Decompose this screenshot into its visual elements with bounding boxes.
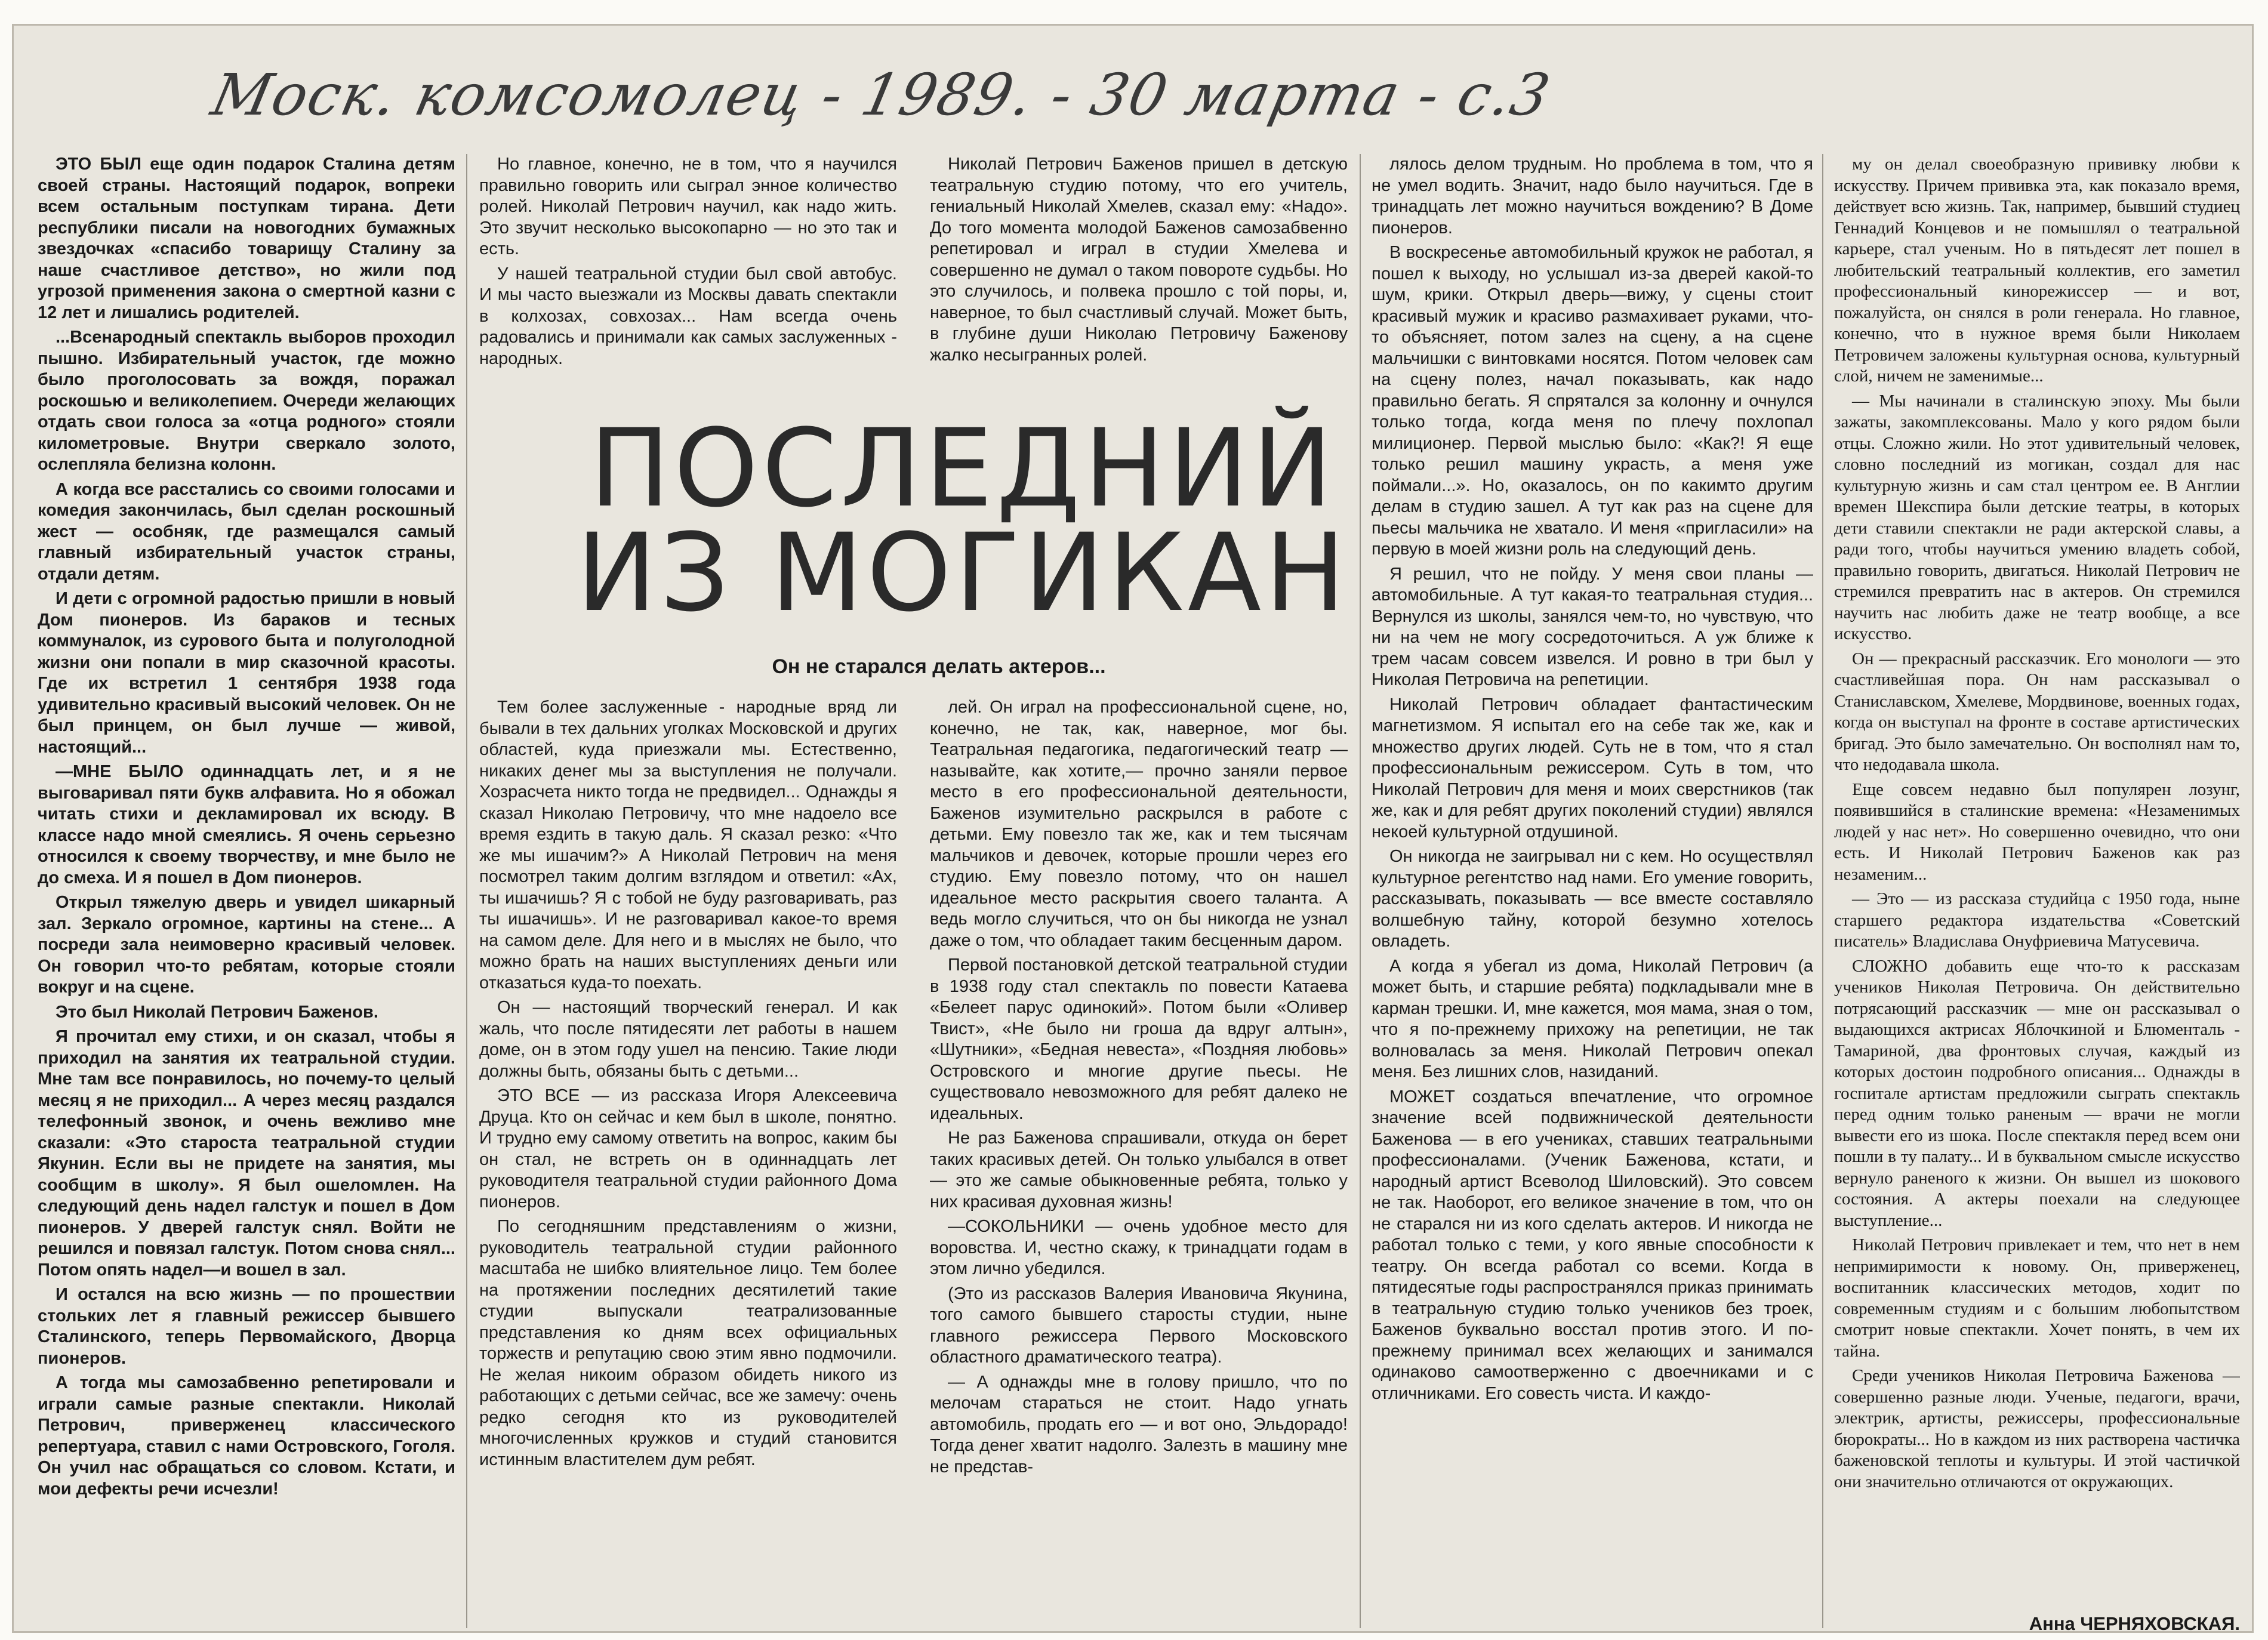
article-paragraph: А когда все расстались со своими голосами и комедия закончилась, был сделан роскошный жест — особняк, где размещался самый главный избирательный участок страны, отдали детям. <box>38 479 455 584</box>
article-paragraph: А тогда мы самозабвенно репетировали и играли самые разные спектакли. Николай Петрович, приверженец классического репертуара, ставил с нами Островского, Гоголя. Он учил нас обращаться со словом. Кстати, и мои дефекты речи исчезли! <box>38 1373 455 1499</box>
article-column-2-top <box>479 154 897 405</box>
newspaper-clipping <box>12 24 2254 1633</box>
article-column-4 <box>1372 154 1813 1628</box>
article-column-2-bottom <box>479 697 897 1628</box>
article-paragraph: И дети с огромной радостью пришли в новый Дом пионеров. Из бараков и тесных коммуналок, из сурового быта и полуголодной жизни они попали в мир сказочной красоты. Где их встретил 1 сентября 1938 года удивительно красивый высокий человек. Он не был принцем, он был лучше — живой, настоящий... <box>38 589 455 757</box>
column-divider <box>1822 154 1823 1628</box>
handwritten-source-note: Моск. комсомолец - 1989. - 30 марта - с.3 <box>206 61 1557 128</box>
article-paragraph: — А однажды мне в голову пришло, что по мелочам стараться не стоит. Надо угнать автомобиль, продать его — и вот оно, Эльдорадо! Тогда денег хватит надолго. Залезть в машину мне не представ- <box>930 1372 1348 1476</box>
subheadline: Он не старался делать актеров... <box>772 655 1106 678</box>
article-paragraph: Он — прекрасный рассказчик. Его монологи — это счастливейшая пора. Он нам рассказывал о Станиславском, Хмелеве, Мордвинове, военных годах, когда он выступал на фронте в составе артистических бригад. Это было замечательно. Он восполнял нам то, что недодавала школа. <box>1834 649 2240 774</box>
article-paragraph: Но главное, конечно, не в том, что я научился правильно говорить или сыграл энное количество ролей. Николай Петрович научил, как надо жить. Это звучит несколько высокопарно — но это так и есть. <box>479 155 897 258</box>
article-paragraph: Среди учеников Николая Петровича Баженова — совершенно разные люди. Ученые, педагоги, врачи, электрик, артисты, режиссеры, профессиональные бюрократы... Но в каждом из них растворена частичка баженовской теплоты и культуры. И этой частичкой они значительно отличаются от окружающих. <box>1834 1366 2240 1491</box>
article-paragraph: У нашей театральной студии был свой автобус. И мы часто выезжали из Москвы давать спектакли в колхозах, совхозах... Нам всегда очень радовались и принимали как самых заслуженных - народных. <box>479 264 897 368</box>
article-paragraph: Первой постановкой детской театральной студии в 1938 году стал спектакль по повести Катаева «Белеет парус одинокий». Потом были «Оливер Твист», «Не было ни гроша да вдруг алтын», «Шутники», «Бедная невеста», «Поздняя любовь» Островского и многие другие пьесы. Не существовало невозможного для ребят далеко не идеальных. <box>930 955 1348 1123</box>
article-paragraph: —СОКОЛЬНИКИ — очень удобное место для воровства. И, честно скажу, к тринадцати годам в этом лично убедился. <box>930 1217 1348 1278</box>
article-paragraph: (Это из рассказов Валерия Ивановича Якунина, того самого бывшего старосты студии, ныне главного режиссера Первого Московского областного драматического театра). <box>930 1284 1348 1367</box>
headline-line-2: ИЗ МОГИКАН <box>576 511 1349 636</box>
article-paragraph: Николай Петрович Баженов пришел в детскую театральную студию потому, что его учитель, гениальный Николай Хмелев, сказал ему: «Надо». До того момента молодой Баженов самозабвенно репетировал и играл в студии Хмелева и совершенно не думал о таком повороте судьбы. Но это случилось, и полвека прошло с той поры, и, наверное, то был счастливый случай. Может быть, в глубине души Николаю Петровичу Баженову жалко несыгранных ролей. <box>930 155 1348 365</box>
article-paragraph: Он никогда не заигрывал ни с кем. Но осуществлял культурное регентство над нами. Его умение говорить, рассказывать, показывать — все вместе составляло волшебную тайну, которой безумно хотелось овладеть. <box>1372 847 1813 951</box>
article-paragraph: Открыл тяжелую дверь и увидел шикарный зал. Зеркало огромное, картины на стене... А посреди зала неимоверно красивый человек. Он говорил что-то ребятам, которые стояли вокруг и на сцене. <box>38 893 455 997</box>
article-column-1 <box>38 154 455 1628</box>
article-paragraph: Тем более заслуженные - народные вряд ли бывали в тех дальних уголках Московской и других областей, куда приезжали мы. Естественно, никаких денег мы за выступления не получали. Хозрасчета никто тогда не предвидел... Однажды я сказал Николаю Петровичу, что мне надоело все время ездить в такую даль. Я сказал резко: «Что же мы ишачим?» А Николай Петрович на меня посмотрел таким долгим взглядом и ответил: «Ах, ты ишачишь? Я с тобой не буду разговаривать, раз ты ишачишь». И не разговаривал какое-то время на самом деле. Для него и в мыслях не было, что можно брать на наших выступлениях деньги или отказаться куда-то поехать. <box>479 698 897 992</box>
column-divider <box>1360 154 1361 1628</box>
article-column-3-top <box>930 154 1348 405</box>
article-paragraph: А когда я убегал из дома, Николай Петрович (а может быть, и старшие ребята) подкладывали мне в карман трешки. И, мне кажется, моя мама, зная о том, что я по-прежнему прихожу на репетиции, не так волновалась за меня. Николай Петрович опекал меня. Без лишних слов, назиданий. <box>1372 956 1813 1081</box>
article-paragraph: Николай Петрович обладает фантастическим магнетизмом. Я испытал его на себе так же, как и множество других людей. Суть не в том, что я стал профессиональным режиссером. Суть в том, что Николай Петрович для меня и моих сверстников (так же, как и для ребят других поколений студии) являлся некоей культурной отдушиной. <box>1372 695 1813 841</box>
article-paragraph: —МНЕ БЫЛО одиннадцать лет, и я не выговаривал пяти букв алфавита. Но я обожал читать стихи и декламировал их всюду. В классе надо мной смеялись. Я очень серьезно относился к своему творчеству, и мне было не до смеха. И я пошел в Дом пионеров. <box>38 762 455 887</box>
article-paragraph: По сегодняшним представлениям о жизни, руководитель театральной студии районного масштаба не шибко влиятельное лицо. Тем более на протяжении последних десятилетий такие студии выпускали театрализованные представления ко дням всех официальных торжеств и репутацию свою этим явно подмочили. Не желая никоим образом обидеть никого из работающих с детьми сейчас, все же замечу: очень редко сегодня кто из руководителей многочисленных кружков и студий становится истинным властителем дум ребят. <box>479 1217 897 1469</box>
article-paragraph: Это был Николай Петрович Баженов. <box>56 1002 378 1022</box>
headline-line-1: ПОСЛЕДНИЙ <box>589 406 1336 531</box>
article-paragraph: — Это — из рассказа студийца с 1950 года, ныне старшего редактора издательства «Советский писатель» Владислава Онуфриевича Матусевича. <box>1834 889 2240 951</box>
column-divider <box>466 154 467 1628</box>
article-paragraph: Еще совсем недавно был популярен лозунг, появившийся в сталинские времена: «Незаменимых людей у нас нет». Но совершенно очевидно, что они есть. И Николай Петрович Баженов как раз незаменим... <box>1834 779 2240 884</box>
article-paragraph: му он делал своеобразную прививку любви к искусству. Причем прививка эта, как показало время, действует всю жизнь. Так, например, бывший студиец Геннадий Концевов и не помышлял о театральной карьере, стал ученым. Но в пятьдесят лет пошел в любительский театральный коллектив, его заметил профессиональный кинорежиссер — и вот, пожалуйста, он снялся в роли генерала. Но главное, конечно, что в нужное время были Николаем Петровичем заложены культурная основа, культурный слой, ничем не заменимые... <box>1834 155 2240 386</box>
article-paragraph: И остался на всю жизнь — по прошествии стольких лет я главный режиссер бывшего Сталинского, теперь Первомайского, Дворца пионеров. <box>38 1285 455 1368</box>
author-signature: Анна ЧЕРНЯХОВСКАЯ. <box>2029 1613 2240 1634</box>
headline <box>551 406 1375 637</box>
article-paragraph: лялось делом трудным. Но проблема в том, что я не умел водить. Значит, надо было научиться. Где в тринадцать лет можно научиться вождению? В Доме пионеров. <box>1372 155 1813 238</box>
article-paragraph: ЭТО ВСЕ — из рассказа Игоря Алексеевича Друца. Кто он сейчас и кем был в школе, понятно. И трудно ему самому ответить на вопрос, каким бы он стал, не встреть он в одиннадцать лет руководителя театральной студии районного Дома пионеров. <box>479 1086 897 1211</box>
article-paragraph: В воскресенье автомобильный кружок не работал, я пошел к выходу, но услышал из-за дверей какой-то шум, крики. Открыл дверь—вижу, у сцены стоит красивый мужик и красиво размахивает руками, что-то объясняет, потом залез на сцену, а на сцене мальчишки с винтовками носятся. Потом человек сам на сцену полез, начал показывать, как надо правильно бегать. Я спрятался за колонну и очнулся только тогда, когда меня по плечу похлопал милиционер. Первой мыслью было: «Как?! Я еще только решил машину украсть, а меня уже поймали...». Но, оказалось, он по какимто другим делам в студию зашел. А тут как раз на сцене для пьесы мальчика не хватало. И меня «пригласили» на первую в моей жизни роль на следующий день. <box>1372 243 1813 559</box>
article-paragraph: Я прочитал ему стихи, и он сказал, чтобы я приходил на занятия их театральной студии. Мне там все понравилось, но почему-то целый месяц я не приходил... А через месяц раздался телефонный звонок, и очень вежливо мне сказали: «Это староста театральной студии Якунин. Если вы не придете на занятия, мы сообщим в школу». Я был ошеломлен. На следующий день надел галстук и пошел в Дом пионеров. У дверей галстук снял. Войти не решился и повязал галстук. Потом снова снял... Потом опять надел—и вошел в зал. <box>38 1027 455 1280</box>
article-paragraph: Николай Петрович привлекает и тем, что нет в нем непримиримости к новому. Он, приверженец, воспитанник классических методов, ходит по современным студиям и с большим любопытством смотрит новые спектакли. Хочет понять, в чем их тайна. <box>1834 1235 2240 1361</box>
article-paragraph: Он — настоящий творческий генерал. И как жаль, что после пятидесяти лет работы в нашем доме, он в этом году ушел на пенсию. Такие люди должны быть, обязаны быть с детьми... <box>479 998 897 1081</box>
article-paragraph: Я решил, что не пойду. У меня свои планы — автомобильные. А тут какая-то театральная студия... Вернулся из школы, занялся чем-то, но чувствую, что ни на чем не могу сосредоточиться. А уж ближе к трем часам совсем извелся. И ровно в три был у Николая Петровича на репетиции. <box>1372 564 1813 689</box>
article-paragraph: — Мы начинали в сталинскую эпоху. Мы были зажаты, закомплексованы. Мало у кого рядом были отцы. Сложно жили. Но этот удивительный человек, словно последний из могикан, создал для нас культурную жизнь и сам стал центром ее. В Англии времен Шекспира были детские театры, в которых дети ставили спектакли не ради актерской славы, а ради того, чтобы научиться умению владеть собой, правильно говорить, двигаться. Николай Петрович не стремился превратить нас в актеров. Он стремился научить нас любить даже не театр вообще, а все искусство. <box>1834 391 2240 643</box>
article-column-5 <box>1834 154 2240 1610</box>
article-paragraph: Не раз Баженова спрашивали, откуда он берет таких красивых детей. Он только улыбался в ответ — это же самые обыкновенные ребята, только у них красивая духовная жизнь! <box>930 1129 1348 1211</box>
article-paragraph: ЭТО БЫЛ еще один подарок Сталина детям своей страны. Настоящий подарок, вопреки всем остальным поступкам тирана. Дети республики писали на новогодних бумажных звездочках «спасибо товарищу Сталину за наше счастливое детство», но жили под угрозой применения закона о смертной казни с 12 лет и лишались родителей. <box>38 155 455 322</box>
article-paragraph: СЛОЖНО добавить еще что-то к рассказам учеников Николая Петровича. Он действительно потрясающий рассказчик — мне он рассказывал о выдающихся актрисах Яблочкиной и Блюменталь - Тамариной, два фронтовых случая, каждый из которых достоин подробного описания... Однажды в госпитале артистам предложили сыграть спектакль перед одним только раненым — врачи не могли вывести его из шока. После спектакля перед всем они пошли в ту палату... И в буквальном смысле искусство вернуло раненого к жизни. Он вышел из шокового состояния. А актеры поехали на следующее выступление... <box>1834 956 2240 1230</box>
article-paragraph: ...Всенародный спектакль выборов проходил пышно. Избирательный участок, где можно было проголосовать за вождя, поражал роскошью и великолепием. Очереди желающих отдать свои голоса за «отца родного» стояли километровые. Внутри сверкало золото, ослепляла белизна колонн. <box>38 328 455 474</box>
article-column-3-bottom <box>930 697 1348 1628</box>
article-paragraph: лей. Он играл на профессиональной сцене, но, конечно, не так, как, наверное, мог бы. Театральная педагогика, педагогический театр — называйте, как хотите,— прочно заняли первое место в его профессиональной деятельности, Баженов изумительно раскрылся в работе с детьми. Ему повезло так же, как и тем тысячам мальчиков и девочек, которые прошли через его студию. Ему повезло потому, что он нашел идеальное место раскрытия своего таланта. А ведь могло случиться, что он бы никогда не узнал даже о том, что обладает таким бесценным даром. <box>930 698 1348 950</box>
article-paragraph: МОЖЕТ создаться впечатление, что огромное значение всей подвижнической деятельности Баженова — в его учениках, ставших театральными профессионалами. (Ученик Баженова, кстати, и народный артист Всеволод Шиловский). Это совсем не так. Наоборот, его великое значение в том, что он не старался ни из кого сделать актеров. И никогда не работал только с теми, у кого явные способности к театру. Он всегда работал со всеми. Когда в пятидесятые годы распространялся приказ принимать в театральную студию только учеников без троек, Баженов буквально восстал против этого. И по-прежнему принимал всех желающих и занимался одинаково самоотверженно с двоечниками и с отличниками. Его совесть чиста. И каждо- <box>1372 1087 1813 1403</box>
